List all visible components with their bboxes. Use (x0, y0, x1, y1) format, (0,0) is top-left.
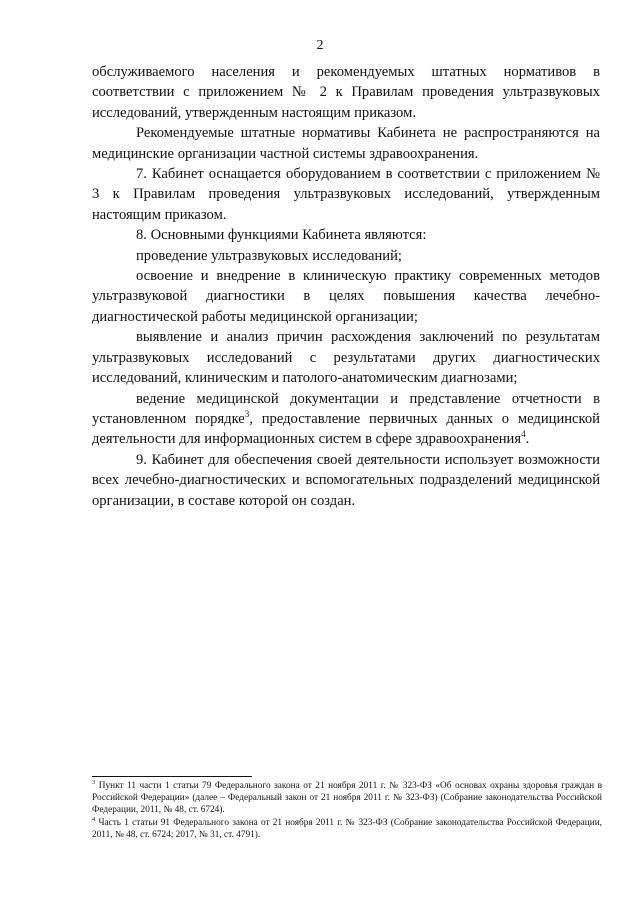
page-number: 2 (316, 38, 324, 53)
footnote-4-text: Часть 1 статьи 91 Федерального закона от 21 ноября 2011 г. № 323-ФЗ (Собрание законодательства Российской Федерации, 2011, № 48, ст. 6724; 2017, № 31, ст. 4791). (92, 817, 602, 840)
footnote-3-text: Пункт 11 части 1 статьи 79 Федерального закона от 21 ноября 2011 г. № 323-ФЗ «Об основах охраны здоровья граждан в Российской Федерации» (далее – Федеральный закон от 21 ноября 2011 г. № 323-ФЗ) (Собрание законодательства Российской Федерации, 2011, № 48, ст. 6724). (92, 781, 602, 816)
footnote-ref-3: 3 (244, 409, 250, 420)
paragraph-function-4-part-b: , предоставление первичных данных о медицинской деятельности для информационных систем в сфере здравоохранения (92, 410, 600, 448)
paragraph-continuation: обслуживаемого населения и рекомендуемых штатных нормативов в соответствии с приложением № 2 к Правилам проведения ультразвуковых исследований, утвержденным настоящим приказом. (92, 64, 600, 121)
footnote-3-mark: 3 (92, 778, 96, 786)
body-text (92, 62, 600, 511)
footnote-4 (92, 817, 602, 841)
paragraph-item-8: 8. Основными функциями Кабинета являются: (136, 227, 427, 244)
paragraph-function-2: освоение и внедрение в клиническую практику современных методов ультразвуковой диагностики в целях повышения качества лечебно-диагностической работы медицинской организации; (92, 268, 600, 325)
paragraph-function-1: проведение ультразвуковых исследований; (136, 247, 402, 264)
footnote-4-mark: 4 (92, 815, 96, 823)
paragraph-item-9: 9. Кабинет для обеспечения своей деятельности использует возможности всех лечебно-диагностических и вспомогательных подразделений медицинской организации, в составе которой он создан. (92, 451, 600, 509)
paragraph-function-4-part-a: ведение медицинской документации и представление отчетности в установленном порядке (92, 390, 600, 427)
paragraph-item-7: 7. Кабинет оснащается оборудованием в соответствии с приложением № 3 к Правилам проведения ультразвуковых исследований, утвержденным настоящим приказом. (92, 166, 600, 223)
paragraph-staffing-norms: Рекомендуемые штатные нормативы Кабинета не распространяются на медицинские организации частной системы здравоохранения. (92, 125, 600, 162)
footnote-3 (92, 780, 602, 817)
footnote-ref-4: 4 (521, 429, 526, 440)
paragraph-function-4-end: . (525, 431, 530, 448)
footnote-divider (92, 776, 252, 777)
paragraph-function-4 (92, 389, 600, 450)
paragraph-function-3: выявление и анализ причин расхождения заключений по результатам ультразвуковых исследований с результатами других диагностических исследований, клиническим и патолого-анатомическим диагнозами; (92, 329, 600, 387)
footnotes (92, 780, 602, 841)
